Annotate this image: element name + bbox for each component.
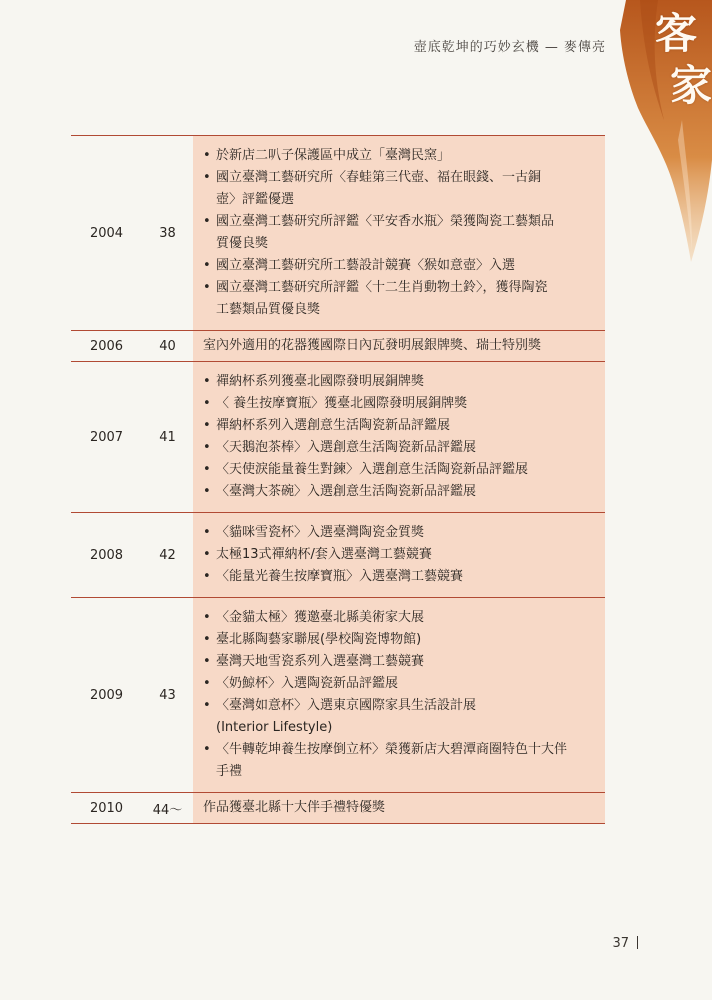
timeline-age: 41 — [159, 429, 176, 445]
event-line: • 臺北縣陶藝家聯展(學校陶瓷博物館) — [216, 632, 422, 647]
event-line: 質優良獎 — [216, 236, 269, 251]
event-line: • 〈天鵝泡茶棒〉入選創意生活陶瓷新品評鑑展 — [216, 440, 477, 455]
event-line: • 臺灣天地雪瓷系列入選臺灣工藝競賽 — [216, 654, 425, 669]
timeline-age: 40 — [159, 338, 176, 354]
section-tab-char-2: 家 — [670, 61, 712, 110]
timeline-year: 2007 — [89, 429, 124, 445]
event-list — [203, 607, 597, 783]
event-line: • 國立臺灣工藝研究所評鑑〈平安香水瓶〉榮獲陶瓷工藝類品 — [216, 214, 555, 229]
event-list — [203, 522, 597, 588]
event-item — [203, 522, 597, 544]
timeline-row — [71, 331, 605, 362]
event-line: • 禪納杯系列獲臺北國際發明展銅牌獎 — [216, 374, 425, 389]
chronology-table — [71, 135, 605, 824]
event-list — [203, 145, 597, 321]
event-item — [203, 277, 597, 321]
event-item — [203, 739, 597, 783]
timeline-events — [193, 331, 605, 362]
timeline-year: 2008 — [89, 547, 124, 563]
event-line: (Interior Lifestyle) — [216, 720, 333, 735]
event-item — [203, 371, 597, 393]
timeline-events — [193, 513, 605, 598]
timeline-row — [71, 362, 605, 513]
timeline-row — [71, 793, 605, 824]
event-line: • 〈能量光養生按摩寶瓶〉入選臺灣工藝競賽 — [216, 569, 464, 584]
event-item — [203, 651, 597, 673]
timeline-events — [193, 362, 605, 513]
event-line: • 國立臺灣工藝研究所評鑑〈十二生肖動物土鈴〉，獲得陶瓷 — [216, 280, 548, 295]
event-line: • 太極13式禪納杯/套入選臺灣工藝競賽 — [216, 547, 432, 562]
page-number-text: 37 — [612, 936, 629, 951]
timeline-age: 43 — [159, 687, 176, 703]
event-item — [203, 167, 597, 211]
section-tab-char-1: 客 — [654, 9, 697, 58]
timeline-age: 38 — [159, 225, 176, 241]
timeline-row — [71, 136, 605, 331]
event-line: • 〈 養生按摩寶瓶〉獲臺北國際發明展銅牌獎 — [216, 396, 468, 411]
event-line: • 〈天使淚能量養生對鍊〉入選創意生活陶瓷新品評鑑展 — [216, 462, 529, 477]
event-item — [203, 211, 597, 255]
event-item — [203, 255, 597, 277]
event-line: 壺〉評鑑優選 — [216, 192, 295, 207]
event-line: • 〈牛轉乾坤養生按摩倒立杯〉榮獲新店大碧潭商圈特色十大伴 — [216, 742, 568, 757]
event-line: • 國立臺灣工藝研究所工藝設計競賽〈猴如意壺〉入選 — [216, 258, 516, 273]
event-line: • 於新店二叭子保護區中成立「臺灣民窯」 — [216, 148, 451, 163]
timeline-events — [193, 136, 605, 331]
section-tab-title — [644, 8, 712, 112]
timeline-row — [71, 513, 605, 598]
event-item — [203, 695, 597, 739]
event-line: • 〈金貓太極〉獲邀臺北縣美術家大展 — [216, 610, 425, 625]
event-item — [203, 437, 597, 459]
timeline-age: 42 — [159, 547, 176, 563]
timeline-year: 2004 — [89, 225, 124, 241]
event-line: • 〈貓咪雪瓷杯〉入選臺灣陶瓷金質獎 — [216, 525, 425, 540]
timeline-year: 2006 — [89, 338, 124, 354]
event-item — [203, 629, 597, 651]
page-number-divider — [637, 936, 638, 949]
event-item — [203, 481, 597, 503]
event-item — [203, 566, 597, 588]
event-item — [203, 544, 597, 566]
event-item — [203, 415, 597, 437]
timeline-events — [193, 793, 605, 824]
event-item — [203, 459, 597, 481]
event-item — [203, 393, 597, 415]
event-line: • 禪納杯系列入選創意生活陶瓷新品評鑑展 — [216, 418, 451, 433]
event-line: 工藝類品質優良獎 — [216, 302, 321, 317]
event-line: • 〈奶鯨杯〉入選陶瓷新品評鑑展 — [216, 676, 399, 691]
event-line: 手禮 — [216, 764, 243, 779]
event-list — [203, 371, 597, 503]
event-line: • 〈臺灣如意杯〉入選東京國際家具生活設計展 — [216, 698, 477, 713]
timeline-year: 2009 — [89, 687, 124, 703]
timeline-age: 44〜 — [152, 802, 183, 818]
event-line: • 〈臺灣大茶碗〉入選創意生活陶瓷新品評鑑展 — [216, 484, 477, 499]
event-item — [203, 673, 597, 695]
event-item — [203, 607, 597, 629]
timeline-events — [193, 598, 605, 793]
event-text: 室內外適用的花器獲國際日內瓦發明展銀牌獎、瑞士特別獎 — [203, 338, 542, 353]
event-text: 作品獲臺北縣十大伴手禮特優獎 — [203, 800, 386, 815]
event-item — [203, 145, 597, 167]
running-header: 壺底乾坤的巧妙玄機 — 麥傳亮 — [413, 40, 606, 55]
event-line: • 國立臺灣工藝研究所〈春蛙第三代壺、福在眼錢、一古銅 — [216, 170, 542, 185]
page-number — [612, 936, 638, 951]
timeline-row — [71, 598, 605, 793]
timeline-year: 2010 — [89, 800, 124, 816]
